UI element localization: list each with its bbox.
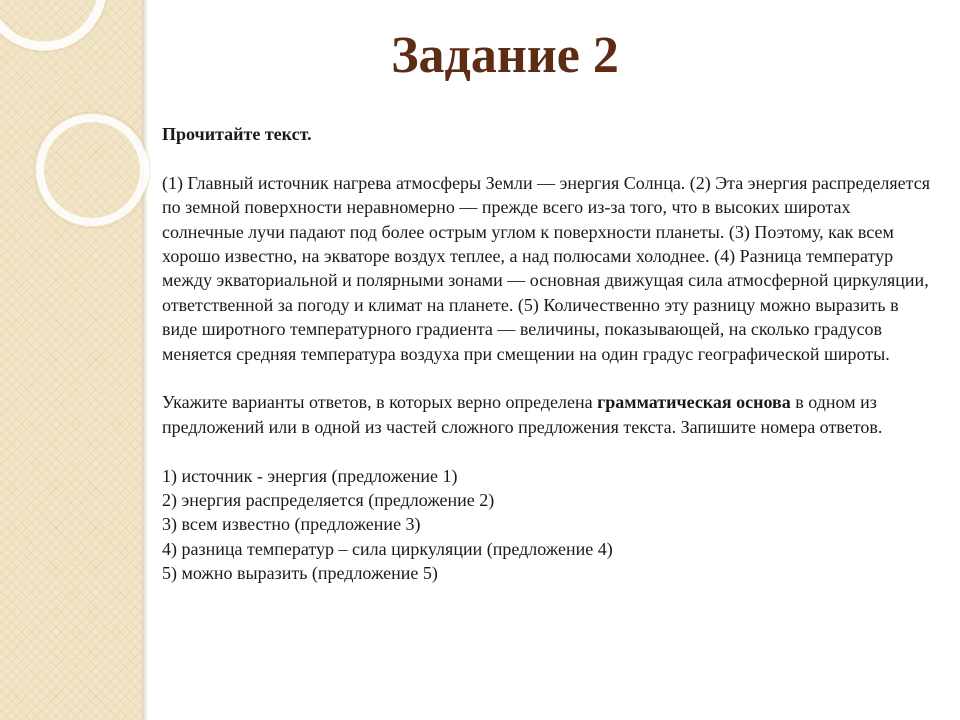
task-text-start: Укажите варианты ответов, в которых верно определена — [162, 392, 598, 413]
answer-option-4: 4) разница температур – сила циркуляции (предложение 4) — [162, 538, 613, 559]
spacer — [162, 146, 932, 170]
answer-option-5: 5) можно выразить (предложение 5) — [162, 563, 438, 584]
large-ring — [0, 0, 102, 46]
task-text-end: в одном из предложений или в одной из частей сложного предложения текста. Запишите номера ответов. — [162, 392, 883, 437]
answer-option-1: 1) источник - энергия (предложение 1) — [162, 465, 458, 486]
answer-option-2: 2) энергия распределяется (предложение 2) — [162, 490, 495, 511]
spacer — [162, 439, 932, 463]
decorative-rings — [0, 0, 160, 280]
slide-title: Задание 2 — [391, 27, 619, 84]
slide-content — [162, 122, 932, 586]
passage-text: (1) Главный источник нагрева атмосферы Земли — энергия Солнца. (2) Эта энергия распределяется по земной поверхности неравномерно — прежде всего из-за того, что в высоких широтах солнечные лучи падают под более острым углом к поверхности планеты. (3) Поэтому, как всем хорошо известно, на экваторе воздух теплее, а над полюсами холоднее. (4) Разница температур между экваториальной и полярными зонами — основная движущая сила атмосферной циркуляции, ответственной за погоду и климат на планете. (5) Количественно эту разницу можно выразить в виде широтного температурного градиента — величины, показывающей, на сколько градусов меняется средняя температура воздуха при смещении на один градус географической широты. — [162, 172, 931, 364]
instruction-text: Прочитайте текст. — [162, 124, 312, 144]
answer-option-3: 3) всем известно (предложение 3) — [162, 514, 421, 535]
task-text — [162, 390, 932, 439]
task-text-bold: грамматическая основа — [597, 392, 791, 413]
small-ring — [40, 118, 144, 222]
spacer — [162, 366, 932, 390]
answer-list — [162, 464, 932, 586]
